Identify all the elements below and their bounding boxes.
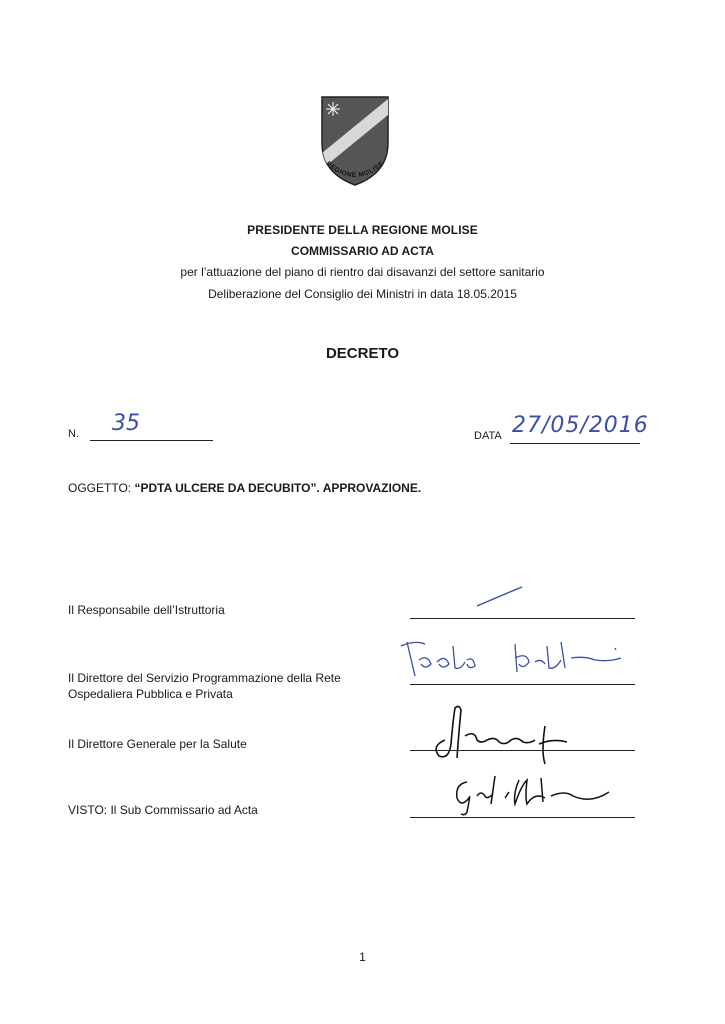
signature-istruttoria <box>395 582 555 612</box>
issuer-title: PRESIDENTE DELLA REGIONE MOLISE <box>247 223 478 237</box>
svg-text:REGIONE MOLISE: REGIONE MOLISE <box>324 160 386 180</box>
signature-direttore-generale <box>395 700 635 770</box>
date-underline <box>510 443 640 444</box>
issuer-purpose: per l’attuazione del piano di rientro dai disavanzi del settore sanitario <box>180 265 545 279</box>
number-label: N. <box>68 428 79 440</box>
signatory-role-programmazione <box>68 670 341 702</box>
number-value: 35 <box>112 411 140 436</box>
number-underline <box>90 440 213 441</box>
date-label: DATA <box>474 430 502 442</box>
signature-line-istruttoria <box>410 618 635 619</box>
date-value: 27/05/2016 <box>512 413 649 438</box>
signatory-role-programmazione-line2: Ospedaliera Pubblica e Privata <box>68 687 233 701</box>
issuer-deliberation: Deliberazione del Consiglio dei Ministri in data 18.05.2015 <box>208 287 517 301</box>
signatory-role-programmazione-line1: Il Direttore del Servizio Programmazione della Rete <box>68 671 341 685</box>
document-type: DECRETO <box>325 345 400 362</box>
signature-sub-commissario <box>395 768 635 818</box>
logo-caption-arc <box>316 156 394 190</box>
subject <box>68 481 421 495</box>
issuer-subtitle: COMMISSARIO AD ACTA <box>291 244 434 258</box>
signatory-role-direttore-generale: Il Direttore Generale per la Salute <box>68 737 247 751</box>
subject-text: “PDTA ULCERE DA DECUBITO”. APPROVAZIONE. <box>134 481 422 495</box>
logo-caption <box>316 156 394 190</box>
signatory-role-sub-commissario: VISTO: Il Sub Commissario ad Acta <box>68 803 258 817</box>
signature-programmazione <box>395 636 635 688</box>
star-icon <box>326 102 340 116</box>
page-number: 1 <box>359 950 366 964</box>
signatory-role-istruttoria: Il Responsabile dell’Istruttoria <box>68 603 225 617</box>
subject-label: OGGETTO: <box>68 481 132 495</box>
